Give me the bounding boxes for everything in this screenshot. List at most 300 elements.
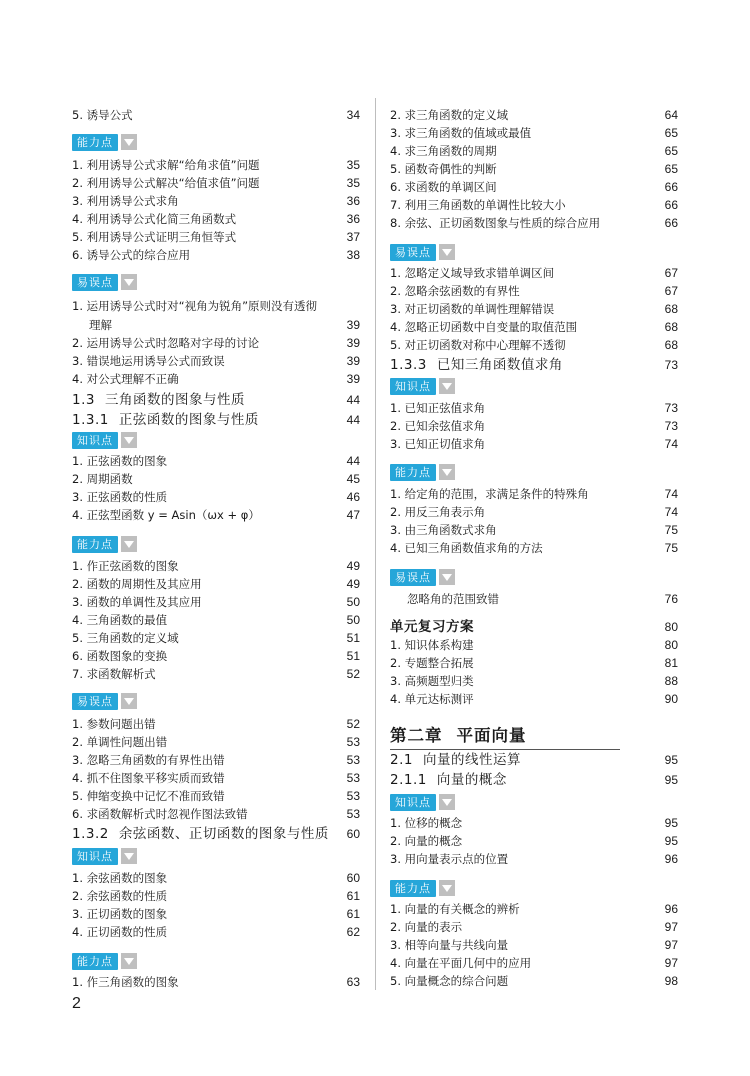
toc-entry-text: 6. 函数图象的变换 [72, 649, 168, 663]
toc-entry[interactable] [72, 352, 360, 370]
toc-entry-number: 1.3 [72, 392, 95, 408]
toc-entry[interactable] [390, 972, 678, 990]
toc-entry[interactable] [390, 485, 678, 503]
toc-entry[interactable] [72, 715, 360, 733]
toc-entry[interactable] [390, 850, 678, 868]
toc-entry-page: 51 [346, 631, 360, 645]
toc-entry-text: 7. 利用三角函数的单调性比较大小 [390, 198, 566, 212]
toc-entry-number: 2.1 [390, 752, 413, 768]
toc-entry-title [72, 869, 167, 887]
toc-entry[interactable] [390, 282, 678, 300]
toc-entry[interactable] [72, 192, 360, 210]
toc-entry[interactable] [72, 246, 360, 264]
category-tag [390, 463, 455, 481]
toc-entry-title [72, 488, 167, 506]
triangle-down-icon [121, 134, 137, 150]
toc-entry-title [72, 370, 179, 388]
toc-entry-title [72, 174, 260, 192]
toc-entry-title [390, 160, 497, 178]
toc-entry-page: 73 [664, 401, 678, 415]
toc-entry-page: 46 [346, 490, 360, 504]
toc-entry-title [390, 690, 474, 708]
toc-entry-title [72, 389, 245, 411]
toc-entry-title [72, 647, 167, 665]
triangle-down-icon [439, 794, 455, 810]
toc-entry-title [390, 654, 474, 672]
toc-entry-text: 3. 正弦函数的性质 [72, 490, 168, 504]
toc-entry-title [72, 246, 190, 264]
column-divider [375, 98, 376, 990]
toc-entry-text: 5. 三角函数的定义域 [72, 631, 179, 645]
toc-entry[interactable] [390, 106, 678, 124]
toc-entry-page: 66 [664, 216, 678, 230]
toc-entry[interactable] [72, 506, 360, 524]
toc-entry[interactable] [390, 503, 678, 521]
triangle-down-icon [439, 880, 455, 896]
toc-entry-title [72, 452, 167, 470]
toc-entry-text: 2. 忽略余弦函数的有界性 [390, 284, 520, 298]
toc-entry-page: 60 [346, 827, 360, 841]
toc-heading[interactable] [72, 409, 360, 431]
toc-entry-text: 2. 利用诱导公式解决“给值求值”问题 [72, 176, 260, 190]
toc-entry-title [390, 264, 554, 282]
toc-entry-title [390, 399, 485, 417]
toc-entry-title [390, 485, 589, 503]
category-tag-label: 知识点 [72, 848, 118, 865]
toc-entry-page: 65 [664, 126, 678, 140]
toc-entry-page: 39 [346, 318, 360, 332]
toc-entry-page: 36 [346, 194, 360, 208]
toc-entry-text: 5. 诱导公式 [72, 108, 133, 122]
toc-entry-text: 5. 函数奇偶性的判断 [390, 162, 497, 176]
toc-entry[interactable] [72, 923, 360, 941]
toc-entry-text: 5. 向量概念的综合问题 [390, 974, 509, 988]
toc-entry-page: 61 [346, 889, 360, 903]
toc-entry-text: 1. 位移的概念 [390, 816, 463, 830]
category-tag-label: 易误点 [390, 569, 436, 586]
triangle-down-icon [439, 378, 455, 394]
toc-entry-page: 37 [346, 230, 360, 244]
toc-entry-title [390, 214, 600, 232]
toc-entry-title [390, 539, 543, 557]
toc-entry-page: 60 [346, 871, 360, 885]
toc-entry-text: 2. 已知余弦值求角 [390, 419, 486, 433]
toc-entry-title [390, 616, 474, 638]
category-tag-label: 能力点 [72, 536, 118, 553]
toc-heading[interactable] [390, 749, 678, 771]
toc-entry[interactable] [72, 593, 360, 611]
toc-entry-title [390, 521, 497, 539]
category-tag-label: 易误点 [72, 693, 118, 710]
toc-entry-text: 2. 用反三角表示角 [390, 505, 486, 519]
toc-entry[interactable] [72, 316, 360, 334]
toc-entry[interactable] [72, 769, 360, 787]
toc-entry-title [390, 354, 563, 376]
toc-entry-title [390, 142, 497, 160]
toc-entry[interactable] [72, 228, 360, 246]
toc-entry-page: 34 [346, 108, 360, 122]
toc-entry-title [390, 300, 554, 318]
toc-heading[interactable] [390, 354, 678, 376]
toc-entry-text: 单元复习方案 [390, 619, 474, 635]
toc-entry-title [390, 417, 485, 435]
category-tag [390, 377, 455, 395]
toc-entry[interactable] [72, 887, 360, 905]
triangle-down-icon [121, 432, 137, 448]
toc-entry[interactable] [72, 210, 360, 228]
toc-entry[interactable] [72, 106, 360, 124]
toc-entry-page: 73 [664, 419, 678, 433]
toc-entry-page: 76 [664, 592, 678, 606]
toc-heading[interactable] [72, 823, 360, 845]
toc-entry-title [390, 178, 497, 196]
toc-entry-page: 44 [346, 393, 360, 407]
toc-entry-text: 4. 忽略正切函数中自变量的取值范围 [390, 320, 578, 334]
toc-entry-page: 95 [664, 816, 678, 830]
toc-entry[interactable] [390, 435, 678, 453]
toc-entry-page: 68 [664, 302, 678, 316]
toc-entry-page: 95 [664, 773, 678, 787]
toc-entry[interactable] [390, 142, 678, 160]
category-tag [390, 879, 455, 897]
toc-entry[interactable] [390, 636, 678, 654]
toc-entry-page: 53 [346, 753, 360, 767]
toc-entry[interactable] [72, 869, 360, 887]
toc-entry-title [390, 106, 508, 124]
toc-entry-title [72, 665, 156, 683]
toc-entry-title [390, 672, 474, 690]
toc-entry-number: 第二章 [390, 726, 443, 745]
toc-entry-text: 4. 向量在平面几何中的应用 [390, 956, 532, 970]
toc-entry-title [72, 923, 167, 941]
toc-entry-text: 1. 运用诱导公式时对“视角为锐角”原则没有透彻 [72, 299, 318, 313]
toc-entry-title [390, 918, 462, 936]
toc-entry-title [407, 590, 499, 608]
toc-entry-page: 95 [664, 753, 678, 767]
toc-entry-text: 余弦函数、正切函数的图象与性质 [118, 826, 329, 842]
toc-entry-text: 5. 对正切函数对称中心理解不透彻 [390, 338, 566, 352]
toc-entry-text: 1. 已知正弦值求角 [390, 401, 486, 415]
toc-entry[interactable] [72, 665, 360, 683]
triangle-down-icon [121, 693, 137, 709]
toc-entry-title [72, 470, 133, 488]
toc-entry[interactable] [390, 264, 678, 282]
toc-entry-page: 35 [346, 158, 360, 172]
toc-entry-text: 4. 求三角函数的周期 [390, 144, 497, 158]
category-tag [390, 568, 455, 586]
toc-entry-number: 1.3.2 [72, 826, 109, 842]
toc-entry-page: 51 [346, 649, 360, 663]
category-tag-label: 易误点 [72, 274, 118, 291]
toc-entry-page: 97 [664, 956, 678, 970]
toc-entry-text: 三角函数的图象与性质 [104, 392, 245, 408]
toc-entry[interactable] [72, 370, 360, 388]
toc-entry[interactable] [390, 214, 678, 232]
toc-entry[interactable] [390, 336, 678, 354]
toc-entry-title [72, 575, 202, 593]
toc-chapter-heading[interactable] [390, 722, 678, 750]
category-tag-label: 能力点 [390, 880, 436, 897]
toc-entry-page: 74 [664, 505, 678, 519]
toc-entry[interactable] [72, 575, 360, 593]
toc-entry-text: 2. 专题整合拓展 [390, 656, 474, 670]
toc-entry-text: 忽略角的范围致错 [407, 592, 499, 606]
toc-entry-title [390, 832, 462, 850]
toc-entry[interactable] [390, 918, 678, 936]
toc-entry-title [390, 722, 527, 750]
toc-entry-text: 6. 诱导公式的综合应用 [72, 248, 191, 262]
toc-entry-page: 53 [346, 735, 360, 749]
toc-entry-page: 66 [664, 180, 678, 194]
toc-entry-page: 95 [664, 834, 678, 848]
toc-entry-text: 3. 用向量表示点的位置 [390, 852, 509, 866]
toc-entry-title [390, 124, 531, 142]
toc-entry[interactable] [390, 936, 678, 954]
toc-entry-title [72, 352, 225, 370]
toc-entry-title [72, 409, 259, 431]
toc-entry-page: 67 [664, 284, 678, 298]
toc-entry-page: 75 [664, 541, 678, 555]
triangle-down-icon [121, 848, 137, 864]
toc-entry-page: 80 [664, 638, 678, 652]
toc-entry-page: 61 [346, 907, 360, 921]
toc-entry-title [390, 900, 520, 918]
toc-entry-title [390, 936, 508, 954]
toc-entry-text: 3. 错误地运用诱导公式而致误 [72, 354, 225, 368]
category-tag [72, 535, 137, 553]
toc-section-heading[interactable] [390, 616, 678, 638]
triangle-down-icon [121, 536, 137, 552]
toc-entry[interactable] [390, 417, 678, 435]
toc-entry[interactable] [72, 629, 360, 647]
toc-entry-title [390, 282, 520, 300]
toc-entry-text: 4. 三角函数的最值 [72, 613, 168, 627]
toc-entry-number: 1.3.3 [390, 357, 427, 373]
toc-entry-page: 44 [346, 413, 360, 427]
toc-entry-page: 67 [664, 266, 678, 280]
toc-entry[interactable] [72, 156, 360, 174]
toc-entry[interactable] [72, 733, 360, 751]
toc-entry[interactable] [390, 399, 678, 417]
toc-entry-title [72, 769, 225, 787]
toc-entry[interactable] [72, 297, 360, 315]
toc-entry-page: 65 [664, 144, 678, 158]
toc-entry-page: 44 [346, 454, 360, 468]
toc-entry-title [72, 733, 167, 751]
toc-entry-text: 8. 余弦、正切函数图象与性质的综合应用 [390, 216, 601, 230]
toc-entry[interactable] [390, 539, 678, 557]
toc-entry-text: 1. 余弦函数的图象 [72, 871, 168, 885]
toc-entry-page: 53 [346, 789, 360, 803]
toc-entry[interactable] [390, 900, 678, 918]
toc-entry-title [72, 787, 225, 805]
toc-entry-text: 4. 已知三角函数值求角的方法 [390, 541, 543, 555]
toc-entry-page: 36 [346, 212, 360, 226]
toc-entry[interactable] [390, 672, 678, 690]
category-tag-label: 知识点 [390, 378, 436, 395]
toc-entry-text: 2. 余弦函数的性质 [72, 889, 168, 903]
category-tag-label: 能力点 [72, 134, 118, 151]
toc-entry-title [72, 334, 259, 352]
toc-entry[interactable] [390, 690, 678, 708]
toc-entry[interactable] [390, 318, 678, 336]
toc-entry-title [72, 629, 179, 647]
toc-entry-title [89, 316, 112, 334]
toc-entry[interactable] [72, 973, 360, 991]
toc-entry-text: 6. 求函数的单调区间 [390, 180, 497, 194]
toc-entry-page: 49 [346, 577, 360, 591]
toc-entry-title [72, 593, 202, 611]
toc-entry-title [390, 972, 508, 990]
toc-entry-page: 47 [346, 508, 360, 522]
toc-entry-text: 1. 利用诱导公式求解“给角求值”问题 [72, 158, 260, 172]
triangle-down-icon [439, 464, 455, 480]
toc-entry-number: 2.1.1 [390, 772, 427, 788]
toc-entry[interactable] [390, 196, 678, 214]
toc-entry-title [390, 954, 531, 972]
toc-entry-title [390, 503, 485, 521]
toc-entry-page: 53 [346, 807, 360, 821]
toc-entry-text: 1. 知识体系构建 [390, 638, 474, 652]
toc-entry[interactable] [390, 124, 678, 142]
toc-entry-title [72, 557, 179, 575]
toc-entry-page: 39 [346, 372, 360, 386]
toc-entry-page: 50 [346, 613, 360, 627]
toc-entry-page: 74 [664, 487, 678, 501]
toc-entry-text: 5. 利用诱导公式证明三角恒等式 [72, 230, 237, 244]
toc-entry[interactable] [72, 787, 360, 805]
category-tag [390, 793, 455, 811]
toc-entry-text: 5. 伸缩变换中记忆不准而致错 [72, 789, 225, 803]
toc-entry-text: 2. 单调性问题出错 [72, 735, 168, 749]
category-tag-label: 易误点 [390, 244, 436, 261]
toc-entry-page: 45 [346, 472, 360, 486]
toc-entry[interactable] [72, 611, 360, 629]
toc-entry-text: 1. 正弦函数的图象 [72, 454, 168, 468]
toc-entry-text: 1. 忽略定义域导致求错单调区间 [390, 266, 555, 280]
category-tag-label: 知识点 [390, 794, 436, 811]
triangle-down-icon [439, 244, 455, 260]
toc-entry-page: 35 [346, 176, 360, 190]
toc-entry[interactable] [390, 300, 678, 318]
toc-entry[interactable] [390, 832, 678, 850]
toc-entry[interactable] [390, 590, 678, 608]
toc-entry[interactable] [390, 160, 678, 178]
toc-entry-page: 39 [346, 336, 360, 350]
toc-entry-page: 96 [664, 852, 678, 866]
toc-entry-title [390, 749, 521, 771]
toc-entry-title [72, 156, 260, 174]
toc-entry-text: 3. 相等向量与共线向量 [390, 938, 509, 952]
toc-entry-text: 向量的线性运算 [422, 752, 521, 768]
toc-entry-title [72, 611, 167, 629]
toc-entry-page: 39 [346, 354, 360, 368]
toc-entry-text: 3. 由三角函数式求角 [390, 523, 497, 537]
toc-entry-title [72, 192, 179, 210]
toc-entry-page: 50 [346, 595, 360, 609]
toc-entry-text: 3. 高频题型归类 [390, 674, 474, 688]
toc-entry-text: 正弦函数的图象与性质 [118, 412, 259, 428]
toc-entry-number: 1.3.1 [72, 412, 109, 428]
toc-entry[interactable] [72, 470, 360, 488]
toc-entry-page: 38 [346, 248, 360, 262]
toc-entry-text: 4. 利用诱导公式化简三角函数式 [72, 212, 237, 226]
toc-entry-text: 3. 正切函数的图象 [72, 907, 168, 921]
toc-entry-title [390, 196, 566, 214]
toc-entry-title [72, 887, 167, 905]
toc-entry-title [72, 805, 248, 823]
toc-entry-text: 2. 函数的周期性及其应用 [72, 577, 202, 591]
toc-entry[interactable] [72, 557, 360, 575]
page-number: 2 [72, 995, 81, 1012]
toc-entry[interactable] [72, 174, 360, 192]
toc-entry-page: 96 [664, 902, 678, 916]
toc-entry-text: 2. 运用诱导公式时忽略对字母的讨论 [72, 336, 260, 350]
toc-heading[interactable] [72, 389, 360, 411]
toc-entry-page: 81 [664, 656, 678, 670]
toc-entry[interactable] [72, 805, 360, 823]
toc-entry[interactable] [390, 814, 678, 832]
toc-entry-page: 97 [664, 920, 678, 934]
toc-entry[interactable] [390, 654, 678, 672]
category-tag [72, 952, 137, 970]
toc-entry-page: 53 [346, 771, 360, 785]
category-tag [72, 431, 137, 449]
toc-entry-text: 3. 已知正切值求角 [390, 437, 486, 451]
toc-entry[interactable] [390, 521, 678, 539]
toc-entry[interactable] [72, 452, 360, 470]
toc-entry-page: 74 [664, 437, 678, 451]
toc-entry-text: 2. 向量的概念 [390, 834, 463, 848]
toc-entry-page: 68 [664, 320, 678, 334]
toc-entry[interactable] [72, 334, 360, 352]
toc-entry-title [72, 751, 225, 769]
toc-heading[interactable] [390, 769, 678, 791]
toc-entry-text: 2. 求三角函数的定义域 [390, 108, 509, 122]
toc-entry[interactable] [72, 647, 360, 665]
toc-entry-text: 4. 抓不住图象平移实质而致错 [72, 771, 225, 785]
toc-entry-text: 6. 求函数解析式时忽视作图法致错 [72, 807, 248, 821]
toc-entry-text: 1. 给定角的范围，求满足条件的特殊角 [390, 487, 589, 501]
toc-entry-title [72, 228, 236, 246]
category-tag [390, 243, 455, 261]
toc-entry-page: 90 [664, 692, 678, 706]
toc-entry-page: 52 [346, 667, 360, 681]
toc-entry-text: 1. 参数问题出错 [72, 717, 156, 731]
toc-entry-page: 98 [664, 974, 678, 988]
toc-entry-title [72, 823, 329, 845]
toc-entry-text: 4. 对公式理解不正确 [72, 372, 179, 386]
triangle-down-icon [439, 569, 455, 585]
toc-entry-text: 1. 作正弦函数的图象 [72, 559, 179, 573]
toc-entry[interactable] [72, 905, 360, 923]
toc-entry[interactable] [72, 751, 360, 769]
toc-entry-text: 4. 正弦型函数 y = Asin（ωx + φ） [72, 508, 260, 522]
toc-entry[interactable] [390, 954, 678, 972]
toc-entry-title [72, 905, 167, 923]
toc-entry-title [72, 506, 260, 524]
toc-entry-text: 已知三角函数值求角 [436, 357, 563, 373]
toc-entry-page: 75 [664, 523, 678, 537]
category-tag [72, 133, 137, 151]
toc-entry-title [390, 318, 577, 336]
toc-entry-text: 4. 单元达标测评 [390, 692, 474, 706]
toc-entry[interactable] [72, 488, 360, 506]
toc-entry[interactable] [390, 178, 678, 196]
toc-entry-title [390, 336, 566, 354]
toc-entry-page: 49 [346, 559, 360, 573]
toc-entry-text: 1. 向量的有关概念的辨析 [390, 902, 520, 916]
